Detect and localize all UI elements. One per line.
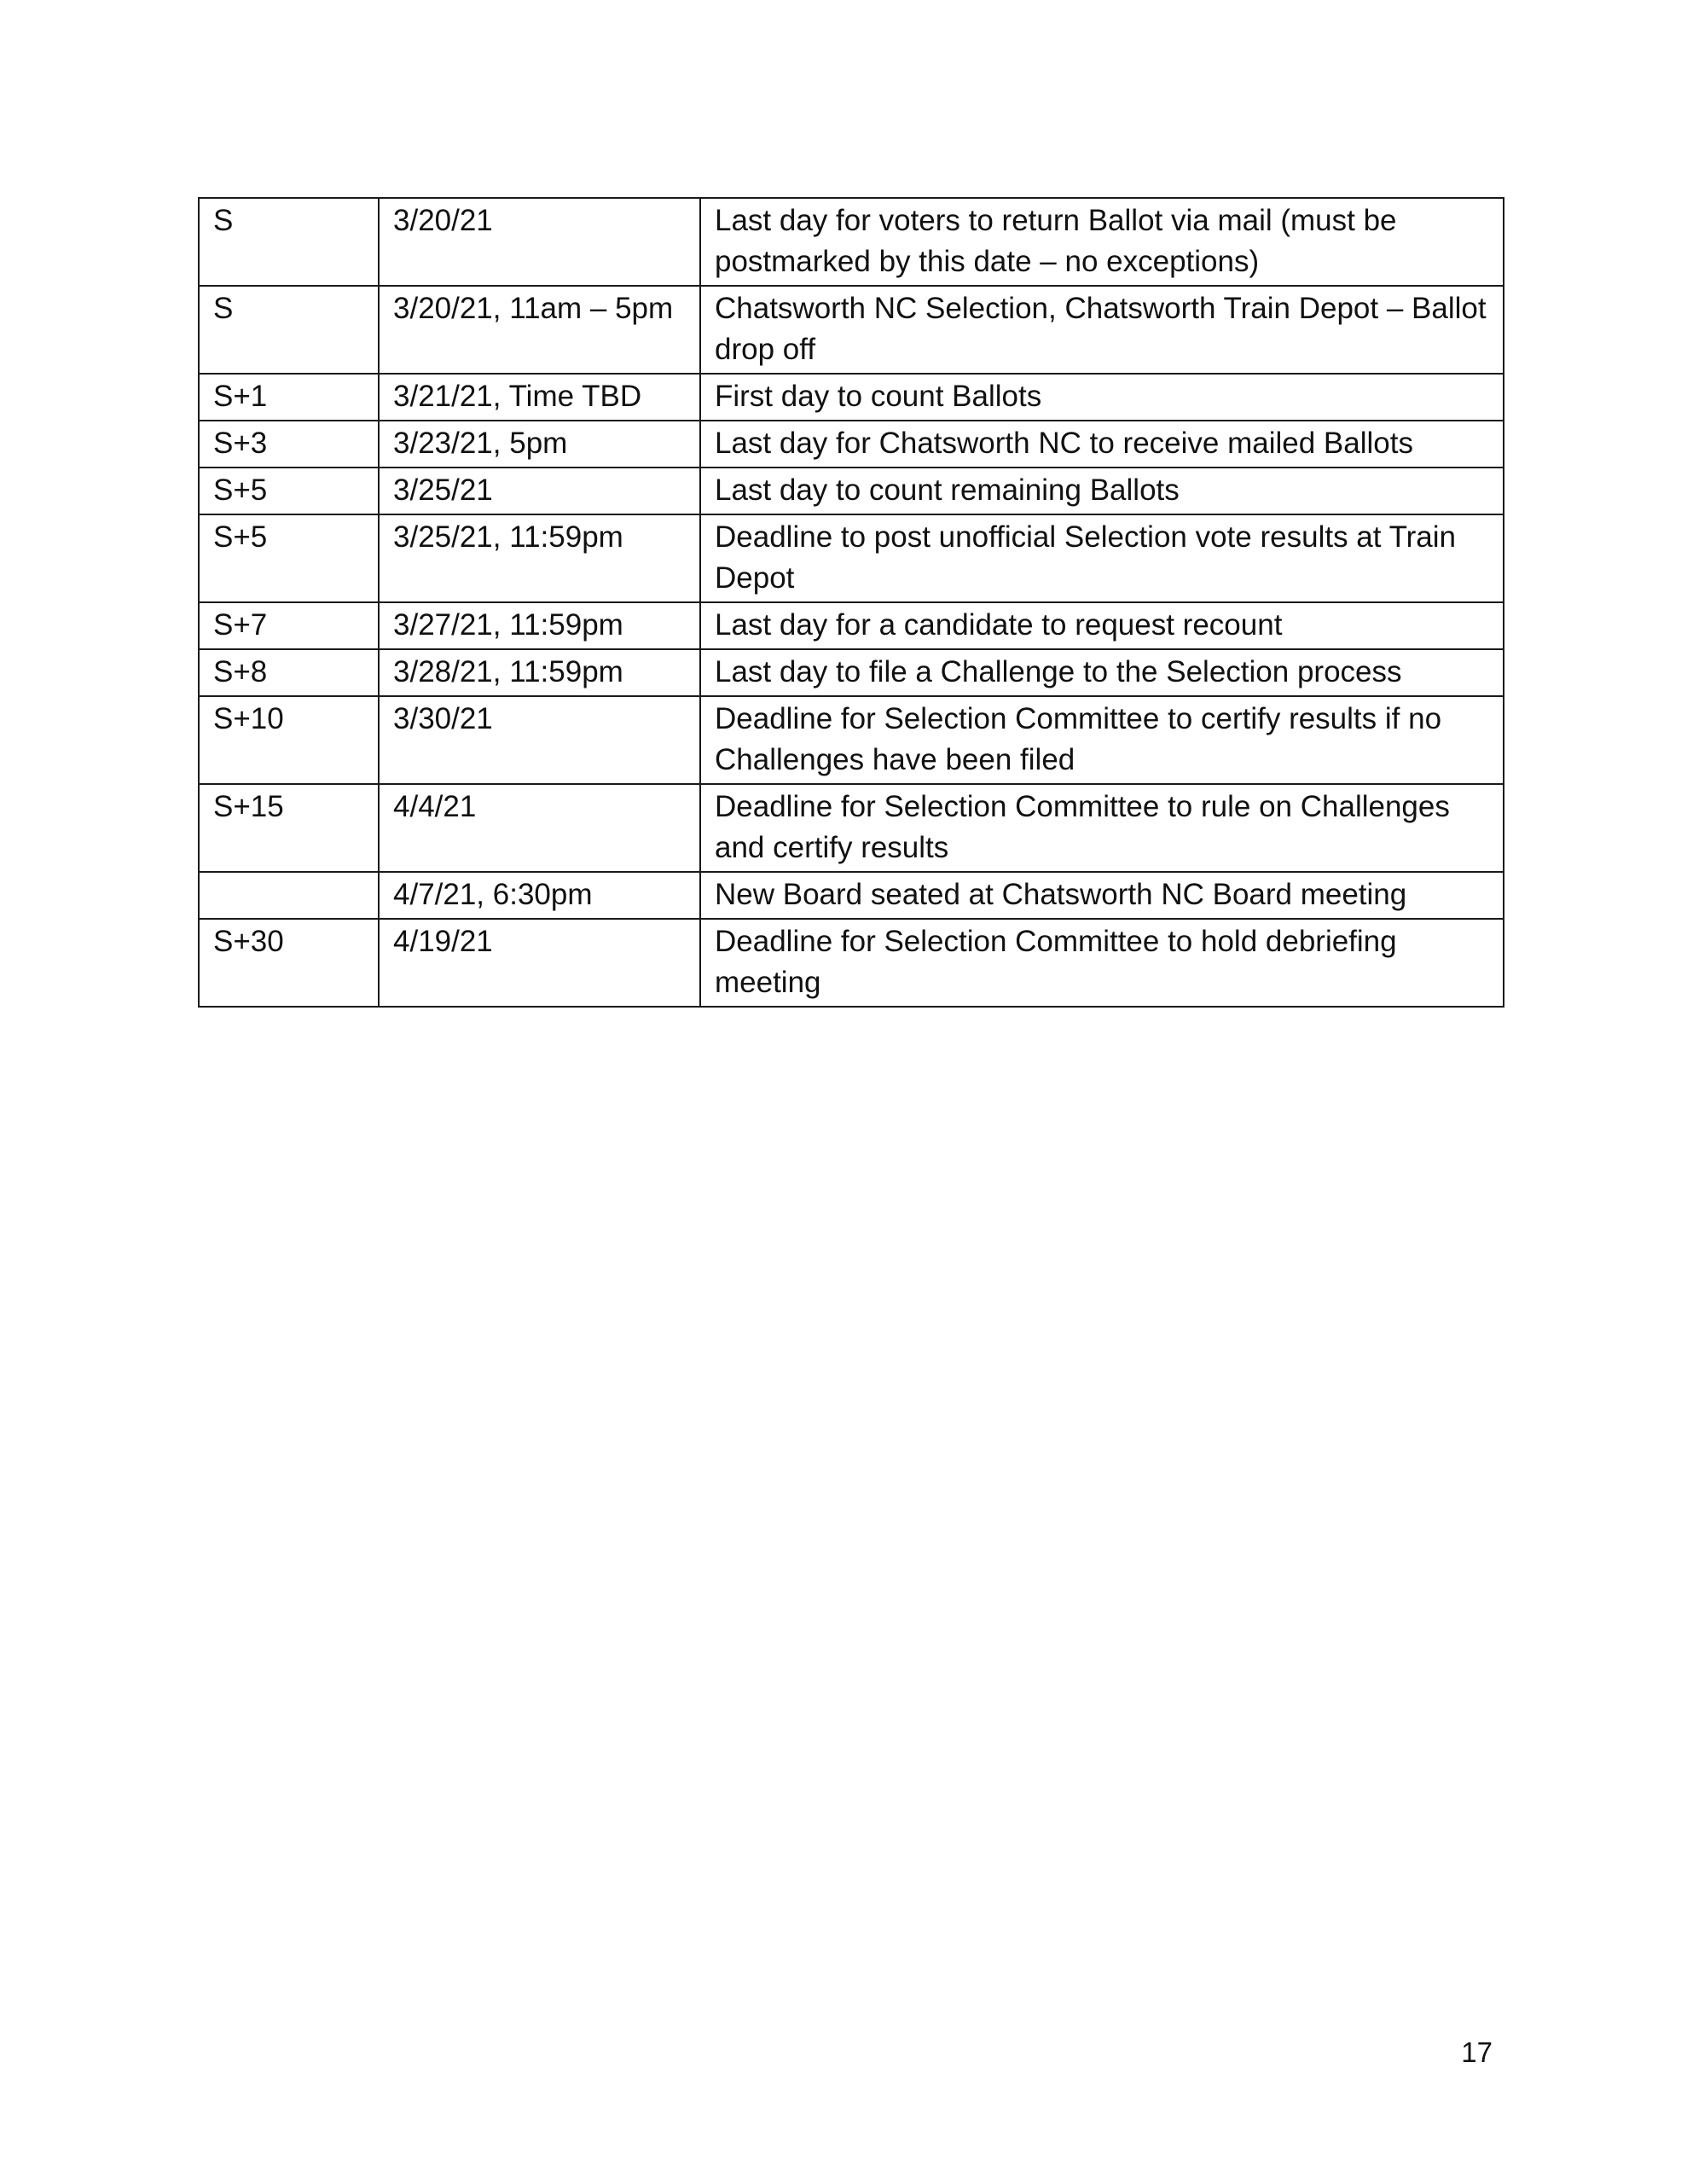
offset-cell: S+15	[199, 784, 379, 872]
date-cell: 3/25/21, 11:59pm	[379, 514, 700, 602]
table-row	[199, 696, 1504, 784]
date-cell: 3/20/21, 11am – 5pm	[379, 286, 700, 374]
date-cell: 3/25/21	[379, 468, 700, 514]
offset-cell: S	[199, 286, 379, 374]
event-cell: Last day for Chatsworth NC to receive mailed Ballots	[700, 421, 1504, 468]
event-cell: Deadline for Selection Committee to rule on Challenges and certify results	[700, 784, 1504, 872]
date-cell: 4/7/21, 6:30pm	[379, 872, 700, 919]
offset-cell: S	[199, 198, 379, 286]
date-cell: 3/27/21, 11:59pm	[379, 602, 700, 649]
event-cell: Chatsworth NC Selection, Chatsworth Train Depot – Ballot drop off	[700, 286, 1504, 374]
schedule-table	[198, 197, 1504, 1008]
offset-cell: S+10	[199, 696, 379, 784]
table-row	[199, 421, 1504, 468]
event-cell: Last day for voters to return Ballot via mail (must be postmarked by this date – no exceptions)	[700, 198, 1504, 286]
table-row	[199, 468, 1504, 514]
offset-cell: S+8	[199, 649, 379, 696]
offset-cell: S+7	[199, 602, 379, 649]
date-cell: 3/20/21	[379, 198, 700, 286]
offset-cell: S+1	[199, 374, 379, 421]
event-cell: Last day to count remaining Ballots	[700, 468, 1504, 514]
event-cell: Last day to file a Challenge to the Selection process	[700, 649, 1504, 696]
offset-cell	[199, 872, 379, 919]
event-cell: Deadline for Selection Committee to certify results if no Challenges have been filed	[700, 696, 1504, 784]
table-row	[199, 374, 1504, 421]
date-cell: 4/19/21	[379, 919, 700, 1007]
offset-cell: S+30	[199, 919, 379, 1007]
date-cell: 3/21/21, Time TBD	[379, 374, 700, 421]
page-number: 17	[1461, 2036, 1493, 2068]
offset-cell: S+3	[199, 421, 379, 468]
table-row	[199, 919, 1504, 1007]
date-cell: 3/23/21, 5pm	[379, 421, 700, 468]
table-row	[199, 784, 1504, 872]
offset-cell: S+5	[199, 514, 379, 602]
schedule-table-body	[199, 198, 1504, 1007]
event-cell: Last day for a candidate to request recount	[700, 602, 1504, 649]
offset-cell: S+5	[199, 468, 379, 514]
table-row	[199, 514, 1504, 602]
table-row	[199, 872, 1504, 919]
event-cell: New Board seated at Chatsworth NC Board meeting	[700, 872, 1504, 919]
table-row	[199, 198, 1504, 286]
table-row	[199, 286, 1504, 374]
date-cell: 3/28/21, 11:59pm	[379, 649, 700, 696]
table-row	[199, 602, 1504, 649]
date-cell: 3/30/21	[379, 696, 700, 784]
event-cell: Deadline to post unofficial Selection vote results at Train Depot	[700, 514, 1504, 602]
table-row	[199, 649, 1504, 696]
event-cell: Deadline for Selection Committee to hold debriefing meeting	[700, 919, 1504, 1007]
date-cell: 4/4/21	[379, 784, 700, 872]
event-cell: First day to count Ballots	[700, 374, 1504, 421]
